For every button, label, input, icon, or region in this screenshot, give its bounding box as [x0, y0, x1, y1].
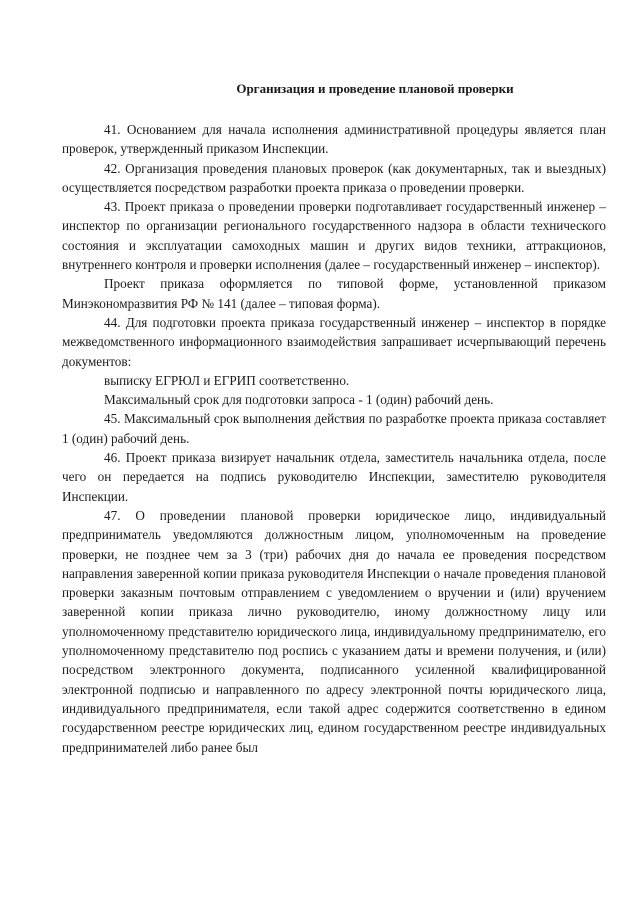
paragraph-43: 43. Проект приказа о проведении проверки подготавливает государственный инженер – инспектор по организации регионального государственного надзора в области технического состояния и эксплуатации самоходных машин и других видов техники, аттракционов, внутреннего контроля и проверки исполнения (далее – государственный инженер – инспектор).	[62, 199, 606, 273]
paragraph-45: 45. Максимальный срок выполнения действия по разработке проекта приказа составляет 1 (один) рабочий день.	[62, 411, 606, 446]
paragraph-42: 42. Организация проведения плановых проверок (как документарных, так и выездных) осуществляется посредством разработки проекта приказа о проведении проверки.	[62, 160, 606, 195]
paragraph-47: 47. О проведении плановой проверки юридическое лицо, индивидуальный предприниматель уведомляются должностным лицом, уполномоченным на проведение проверки, не позднее чем за 3 (три) рабочих дня до начала ее проведения посредством направления заверенной копии приказа руководителя Инспекции о начале проведения плановой проверки заказным почтовым отправлением с уведомлением о вручении и (или) вручением заверенной копии приказа лично руководителю, иному должностному лицу или уполномоченному представителю юридического лица, индивидуальному предпринимателю, его уполномоченному представителю под роспись с указанием даты и времени получения, и (или) посредством электронного документа, подписанного усиленной квалифицированной электронной подписью и направленного по адресу электронной почты юридического лица, индивидуального предпринимателя, если такой адрес содержится соответственно в едином государственном реестре юридических лиц, едином государственном реестре индивидуальных предпринимателей либо ранее был	[62, 507, 606, 755]
paragraph-44: 44. Для подготовки проекта приказа государственный инженер – инспектор в порядке межведомственного информационного взаимодействия запрашивает исчерпывающий перечень документов:	[62, 314, 606, 369]
paragraph-41: 41. Основанием для начала исполнения административной процедуры является план проверок, утвержденный приказом Инспекции.	[62, 122, 606, 157]
paragraph-extract: выписку ЕГРЮЛ и ЕГРИП соответственно.	[104, 372, 350, 388]
paragraph-standard-form: Проект приказа оформляется по типовой форме, установленной приказом Минэкономразвития РФ № 141 (далее – типовая форма).	[62, 276, 606, 311]
section-title: Организация и проведение плановой проверки	[236, 81, 514, 96]
paragraph-46: 46. Проект приказа визирует начальник отдела, заместитель начальника отдела, после чего он передается на подпись руководителю Инспекции, заместителю руководителя Инспекции.	[62, 450, 606, 504]
paragraph-request-deadline: Максимальный срок для подготовки запроса - 1 (один) рабочий день.	[104, 392, 494, 408]
